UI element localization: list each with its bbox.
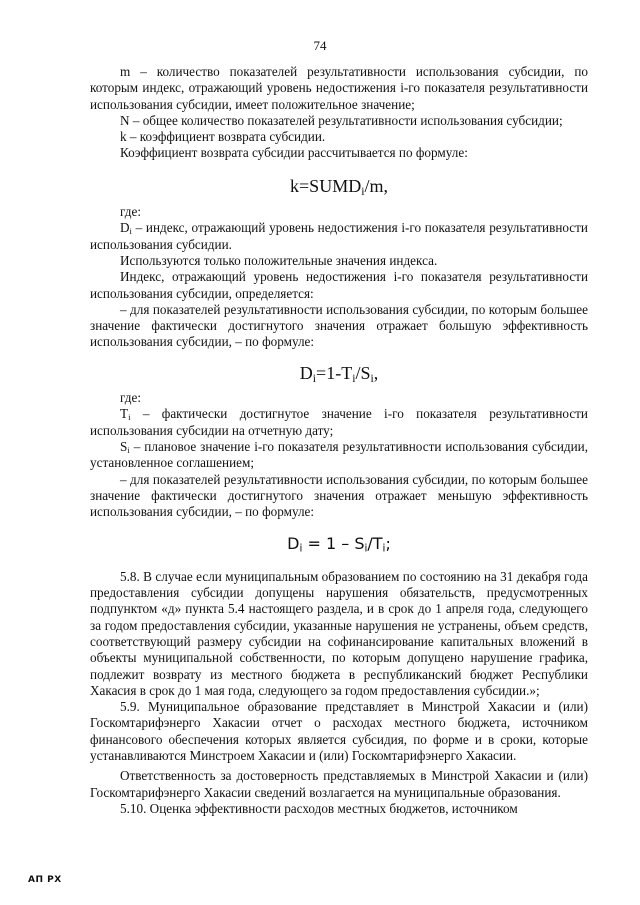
symbol: T [120,406,129,422]
formula-index-greater [90,362,588,385]
definition-text: – плановое значение i-го показателя результативности использования субсидии, установленное соглашением; [90,438,588,471]
definition-text: – фактически достигнутое значение i-го показателя результативности использования субсидии на отчетную дату; [90,406,588,438]
formula-part: /T [367,534,383,554]
symbol-subscript: i [127,445,130,456]
paragraph-si-definition [90,439,588,472]
symbol-subscript: i [128,412,131,423]
formula-part: /S [355,362,371,383]
paragraph-n-definition: N – общее количество показателей результативности использования субсидии; [120,112,563,128]
paragraph-case-less: – для показателей результативности использования субсидии, по которым большее значение фактически достигнутого значения отражает меньшую эффективность использования субсидии, – по формуле: [90,471,588,520]
formula-part: =1-T [316,362,353,383]
formula-subscript: i [370,371,374,385]
formula-subscript: i [382,543,386,556]
formula-part: /m, [364,175,388,196]
definition-text: – индекс, отражающий уровень недостижения i-го показателя результативности использования субсидии. [90,220,588,252]
symbol-subscript: i [129,226,132,237]
formula-part: D [287,534,300,554]
document-body [90,64,588,817]
paragraph-case-greater: – для показателей результативности использования субсидии, по которым большее значение фактически достигнутого значения отражает большую эффективность использования субсидии, – по формуле: [90,301,588,350]
paragraph-5-9: 5.9. Муниципальное образование представляет в Минстрой Хакасии и (или) Госкомтарифэнерго Хакасии отчет о расходах местного бюджета, источником финансового обеспечения которых является субсидия, по форме и в сроки, которые устанавливаются Минстроем Хакасии и (или) Госкомтарифэнерго Хакасии. [90,699,588,763]
formula-subscript: i [299,543,303,556]
paragraph-formula-intro: Коэффициент возврата субсидии рассчитывается по формуле: [120,145,468,161]
paragraph-5-10: 5.10. Оценка эффективности расходов местных бюджетов, источником [120,800,518,816]
symbol: D [120,220,130,236]
formula-return-coefficient [90,175,588,198]
paragraph-di-definition [90,220,588,253]
paragraph-index-defined: Индекс, отражающий уровень недостижения i-го показателя результативности использования субсидии, определяется: [90,269,588,301]
formula-part: ; [385,534,391,554]
formula-subscript: i [361,184,365,198]
formula-subscript: i [364,543,368,556]
formula-part: , [373,362,379,383]
formula-part: k=SUMD [290,175,362,196]
formula-index-less [90,534,588,556]
formula-subscript: i [352,371,356,385]
footer-mark: АП РХ [28,875,62,885]
paragraph-where: где: [120,204,141,220]
paragraph-where-2: где: [120,390,141,406]
formula-subscript: i [312,371,317,385]
paragraph-ti-definition [90,406,588,439]
symbol: S [120,438,128,454]
formula-part: = 1 – S [302,534,365,554]
paragraph-k-definition: k – коэффициент возврата субсидии. [120,129,326,145]
paragraph-5-8: 5.8. В случае если муниципальным образованием по состоянию на 31 декабря года предоставления субсидии допущены нарушения обязательств, предусмотренных подпунктом «д» пункта 5.4 настоящего раздела, и в срок до 1 апреля года, следующего за годом предоставления субсидии, указанные нарушения не устранены, объем средств, соответствующий размеру субсидии на софинансирование капитальных вложений в объекты муниципальной собственности, по которым допущено нарушение графика, подлежит возврату из местного бюджета в республиканский бюджет Республики Хакасия в срок до 1 мая года, следующего за годом предоставления субсидии.»; [90,568,588,698]
formula-part: D [299,362,313,383]
paragraph-m-definition: m – количество показателей результативности использования субсидии, по которым индекс, отражающий уровень недостижения i-го показателя результативности использования субсидии, имеет положительное значение; [90,64,588,112]
page-number: 74 [313,38,327,53]
paragraph-positive-only: Используются только положительные значения индекса. [120,252,438,268]
paragraph-responsibility: Ответственность за достоверность представляемых в Минстрой Хакасии и (или) Госкомтарифэнерго Хакасии сведений возлагается на муниципальные образования. [90,768,588,800]
